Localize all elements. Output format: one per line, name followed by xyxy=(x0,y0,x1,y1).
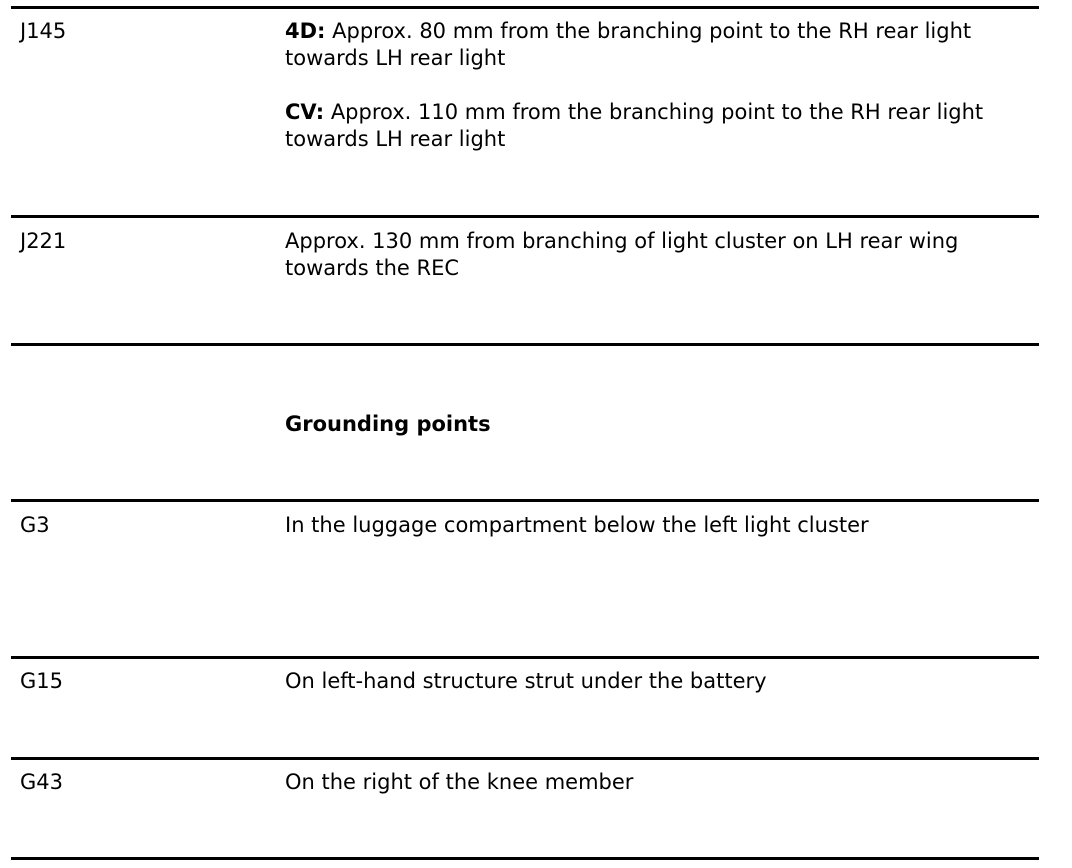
table-divider xyxy=(11,656,1039,659)
row-description-g15: On left-hand structure strut under the battery xyxy=(285,669,767,693)
table-divider xyxy=(11,343,1039,346)
table-divider-top xyxy=(11,6,1039,9)
row-description-j221: Approx. 130 mm from branching of light cluster on LH rear wing towards the REC xyxy=(285,229,959,280)
table-divider xyxy=(11,757,1039,760)
row-description-j145 xyxy=(285,18,1045,153)
row-description-g43: On the right of the knee member xyxy=(285,770,634,794)
section-heading-grounding-points: Grounding points xyxy=(285,412,491,436)
entry-cv xyxy=(285,99,1045,153)
table-divider-bottom xyxy=(11,857,1039,860)
entry-text: Approx. 80 mm from the branching point to the RH rear light towards LH rear light xyxy=(285,19,972,70)
table-divider xyxy=(11,215,1039,218)
entry-tag: 4D: xyxy=(285,19,326,43)
row-code-j145: J145 xyxy=(20,19,67,43)
table-divider xyxy=(11,499,1039,502)
entry-tag: CV: xyxy=(285,100,325,124)
row-code-j221: J221 xyxy=(20,229,67,253)
row-code-g43: G43 xyxy=(20,770,63,794)
entry-4d xyxy=(285,18,1045,72)
row-description-g3: In the luggage compartment below the left light cluster xyxy=(285,513,869,537)
row-code-g15: G15 xyxy=(20,669,63,693)
row-code-g3: G3 xyxy=(20,513,50,537)
entry-text: Approx. 110 mm from the branching point to the RH rear light towards LH rear light xyxy=(285,100,984,151)
